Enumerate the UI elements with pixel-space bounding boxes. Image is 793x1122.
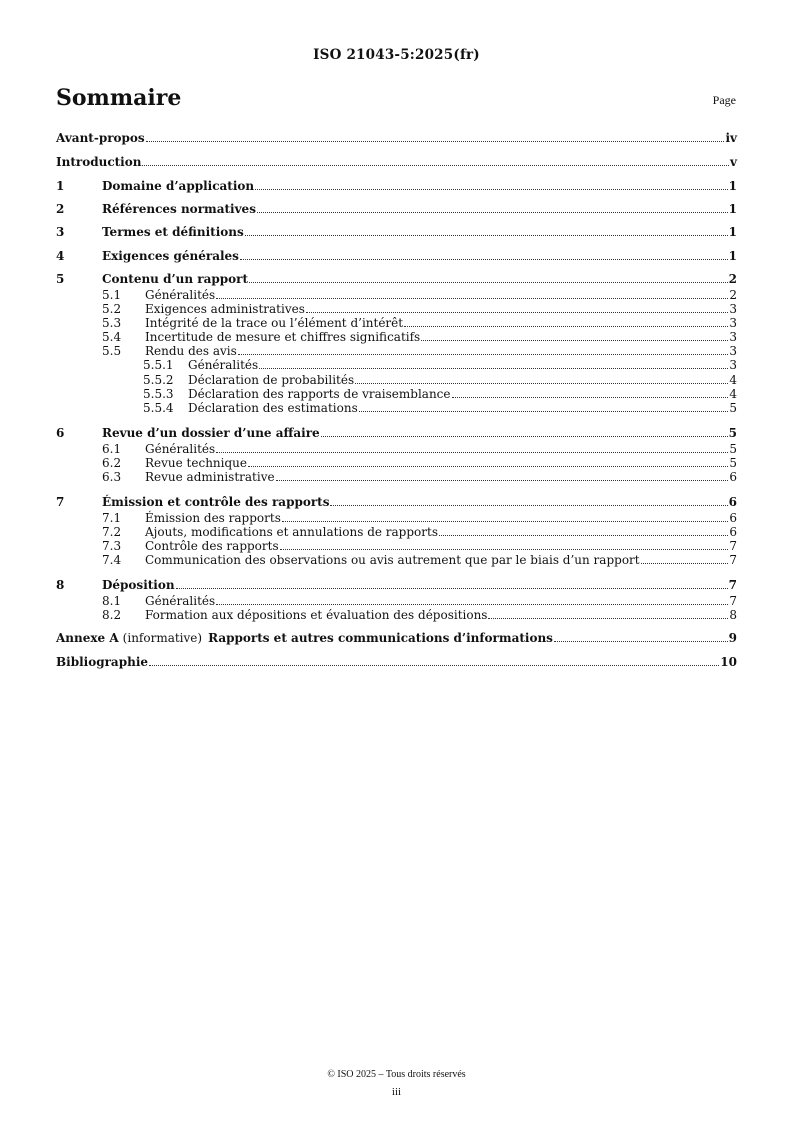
toc-entry-1[interactable] <box>56 178 737 193</box>
toc-entry-page: 5 <box>729 442 737 456</box>
dot-leader <box>554 640 728 642</box>
toc-entry-page: 3 <box>729 316 737 330</box>
toc-entry-number: 6.3 <box>102 470 122 484</box>
toc-entry-5-4[interactable] <box>56 329 737 344</box>
toc-entry-avant-propos[interactable] <box>56 130 737 145</box>
toc-entry-number: 7.3 <box>102 539 122 553</box>
toc-entry-number: 5.3 <box>102 316 122 330</box>
toc-entry-5-5[interactable] <box>56 343 737 358</box>
toc-entry-page: 4 <box>729 387 737 401</box>
toc-entry-6-3[interactable] <box>56 469 737 484</box>
toc-entry-bibliographie[interactable] <box>56 654 737 669</box>
toc-entry-5-3[interactable] <box>56 315 737 330</box>
toc-entry-number: 6.1 <box>102 442 122 456</box>
toc-entry-5-5-1[interactable] <box>56 357 737 372</box>
dot-leader <box>255 188 728 190</box>
toc-entry-number: 8.2 <box>102 608 122 622</box>
toc-entry-page: 3 <box>729 358 737 372</box>
toc-entry-page: 3 <box>729 330 737 344</box>
toc-entry-label: Contrôle des rapports <box>145 539 279 553</box>
toc-entry-7[interactable] <box>56 494 737 509</box>
dot-leader <box>321 435 728 437</box>
toc-entry-annex-prefix: Annexe A <box>56 631 119 645</box>
dot-leader <box>245 234 728 236</box>
toc-entry-6-1[interactable] <box>56 441 737 456</box>
toc-entry-page: 5 <box>729 456 737 470</box>
toc-entry-page: iv <box>725 131 737 145</box>
toc-entry-6[interactable] <box>56 425 737 440</box>
toc-entry-label: Termes et définitions <box>102 225 244 239</box>
dot-leader <box>216 451 728 453</box>
toc-entry-number: 2 <box>56 202 65 216</box>
toc-entry-label: Exigences générales <box>102 249 239 263</box>
toc-entry-label: Domaine d’application <box>102 179 255 193</box>
document-header: ISO 21043-5:2025(fr) <box>313 47 480 63</box>
toc-entry-page: 1 <box>728 202 737 216</box>
toc-entry-label: Ajouts, modifications et annulations de rapports <box>145 525 438 539</box>
toc-entry-page: 6 <box>729 470 737 484</box>
toc-entry-label: Communication des observations ou avis autrement que par le biais d’un rapport <box>145 553 640 567</box>
toc-entry-5[interactable] <box>56 271 737 286</box>
toc-entry-page: 7 <box>728 578 737 592</box>
toc-entry-page: 7 <box>729 594 737 608</box>
toc-entry-label: Déclaration des rapports de vraisemblance <box>188 387 451 401</box>
dot-leader <box>216 603 728 605</box>
dot-leader <box>248 465 728 467</box>
toc-entry-number: 8 <box>56 578 65 592</box>
dot-leader <box>280 548 729 550</box>
toc-entry-label: Contenu d’un rapport <box>102 272 249 286</box>
dot-leader <box>282 520 729 522</box>
toc-entry-number: 1 <box>56 179 65 193</box>
dot-leader <box>439 534 728 536</box>
toc-entry-number: 7 <box>56 495 65 509</box>
toc-entry-label: Généralités <box>145 594 216 608</box>
toc-entry-page: 1 <box>728 249 737 263</box>
toc-entry-2[interactable] <box>56 201 737 216</box>
toc-entry-page: 7 <box>729 539 737 553</box>
toc-entry-label: Bibliographie <box>56 655 149 669</box>
page-title: Sommaire <box>56 85 182 111</box>
toc-entry-label: Généralités <box>145 442 216 456</box>
toc-entry-page: 4 <box>729 373 737 387</box>
dot-leader <box>238 353 729 355</box>
dot-leader <box>249 281 728 283</box>
toc-entry-page: 10 <box>720 655 737 669</box>
toc-entry-label: Déclaration des estimations <box>188 401 358 415</box>
dot-leader <box>176 587 728 589</box>
toc-entry-5-5-3[interactable] <box>56 386 737 401</box>
toc-entry-number: 3 <box>56 225 65 239</box>
toc-entry-page: 8 <box>729 608 737 622</box>
toc-entry-number: 6 <box>56 426 65 440</box>
toc-entry-label: Revue administrative <box>145 470 275 484</box>
toc-entry-page: 2 <box>729 288 737 302</box>
toc-entry-number: 5.5.4 <box>143 401 174 415</box>
toc-entry-label: Déclaration de probabilités <box>188 373 355 387</box>
toc-entry-number: 7.1 <box>102 511 122 525</box>
toc-entry-page: 1 <box>728 179 737 193</box>
page-column-label: Page <box>712 93 736 107</box>
toc-entry-label: Émission et contrôle des rapports <box>102 495 330 509</box>
toc-entry-8-1[interactable] <box>56 593 737 608</box>
page-number: iii <box>391 1086 402 1098</box>
toc-entry-6-2[interactable] <box>56 455 737 470</box>
toc-entry-5-1[interactable] <box>56 287 737 302</box>
toc-entry-annexe-a[interactable] <box>56 630 737 645</box>
toc-entry-label: Généralités <box>188 358 259 372</box>
dot-leader <box>306 311 728 313</box>
toc-entry-label: Avant-propos <box>56 131 145 145</box>
toc-entry-number: 5.5.2 <box>143 373 174 387</box>
toc-entry-label: Incertitude de mesure et chiffres significatifs <box>145 330 421 344</box>
toc-entry-page: 3 <box>729 344 737 358</box>
toc-entry-page: 7 <box>729 553 737 567</box>
dot-leader <box>276 479 729 481</box>
toc-entry-label: Rendu des avis <box>145 344 237 358</box>
toc-entry-annex-type: (informative) <box>122 631 203 645</box>
toc-entry-number: 5.5 <box>102 344 122 358</box>
toc-entry-page: 6 <box>729 511 737 525</box>
toc-entry-label: Revue d’un dossier d’une affaire <box>102 426 320 440</box>
toc-entry-label: Références normatives <box>102 202 256 216</box>
toc-entry-number: 5.5.1 <box>143 358 174 372</box>
toc-entry-page: 3 <box>729 302 737 316</box>
toc-entry-number: 5.1 <box>102 288 122 302</box>
toc-entry-introduction[interactable] <box>56 154 737 169</box>
toc-entry-label: Émission des rapports <box>145 511 281 525</box>
dot-leader <box>146 140 725 142</box>
toc-entry-number: 5 <box>56 272 65 286</box>
toc-entry-label: Exigences administratives <box>145 302 305 316</box>
toc-entry-page: 5 <box>728 426 737 440</box>
toc-entry-5-5-4[interactable] <box>56 400 737 415</box>
toc-entry-number: 5.5.3 <box>143 387 174 401</box>
copyright-footer: © ISO 2025 – Tous droits réservés <box>327 1069 466 1080</box>
dot-leader <box>257 211 728 213</box>
toc-entry-7-4[interactable] <box>56 552 737 567</box>
toc-entry-label: Revue technique <box>145 456 248 470</box>
dot-leader <box>452 396 729 398</box>
toc-entry-number: 6.2 <box>102 456 122 470</box>
toc-entry-number: 7.4 <box>102 553 122 567</box>
dot-leader <box>488 617 728 619</box>
toc-entry-label: Rapports et autres communications d’informations <box>208 631 553 645</box>
toc-entry-label: Déposition <box>102 578 175 592</box>
dot-leader <box>355 382 728 384</box>
toc-entry-8-2[interactable] <box>56 607 737 622</box>
dot-leader <box>216 297 728 299</box>
toc-entry-page: 2 <box>728 272 737 286</box>
toc-entry-number: 8.1 <box>102 594 122 608</box>
toc-entry-page: v <box>730 155 737 169</box>
dot-leader <box>142 164 729 166</box>
dot-leader <box>421 339 728 341</box>
toc-entry-4[interactable] <box>56 248 737 263</box>
toc-entry-number: 4 <box>56 249 65 263</box>
toc-entry-page: 5 <box>729 401 737 415</box>
toc-entry-label: Introduction <box>56 155 142 169</box>
toc-entry-page: 6 <box>728 495 737 509</box>
dot-leader <box>149 664 719 666</box>
toc-entry-page: 9 <box>728 631 737 645</box>
toc-entry-number: 5.2 <box>102 302 122 316</box>
toc-entry-8[interactable] <box>56 577 737 592</box>
toc-entry-page: 1 <box>728 225 737 239</box>
toc-entry-7-2[interactable] <box>56 524 737 539</box>
toc-entry-3[interactable] <box>56 224 737 239</box>
toc-entry-label: Formation aux dépositions et évaluation des dépositions <box>145 608 488 622</box>
toc-entry-page: 6 <box>729 525 737 539</box>
dot-leader <box>359 410 729 412</box>
dot-leader <box>240 258 728 260</box>
toc-entry-number: 5.4 <box>102 330 122 344</box>
dot-leader <box>330 504 727 506</box>
toc-entry-5-2[interactable] <box>56 301 737 316</box>
dot-leader <box>404 325 728 327</box>
toc-entry-number: 7.2 <box>102 525 122 539</box>
toc-entry-7-3[interactable] <box>56 538 737 553</box>
toc-entry-5-5-2[interactable] <box>56 372 737 387</box>
toc-entry-label: Intégrité de la trace ou l’élément d’intérêt <box>145 316 404 330</box>
toc-entry-label: Généralités <box>145 288 216 302</box>
toc-entry-7-1[interactable] <box>56 510 737 525</box>
dot-leader <box>641 562 729 564</box>
dot-leader <box>259 367 728 369</box>
